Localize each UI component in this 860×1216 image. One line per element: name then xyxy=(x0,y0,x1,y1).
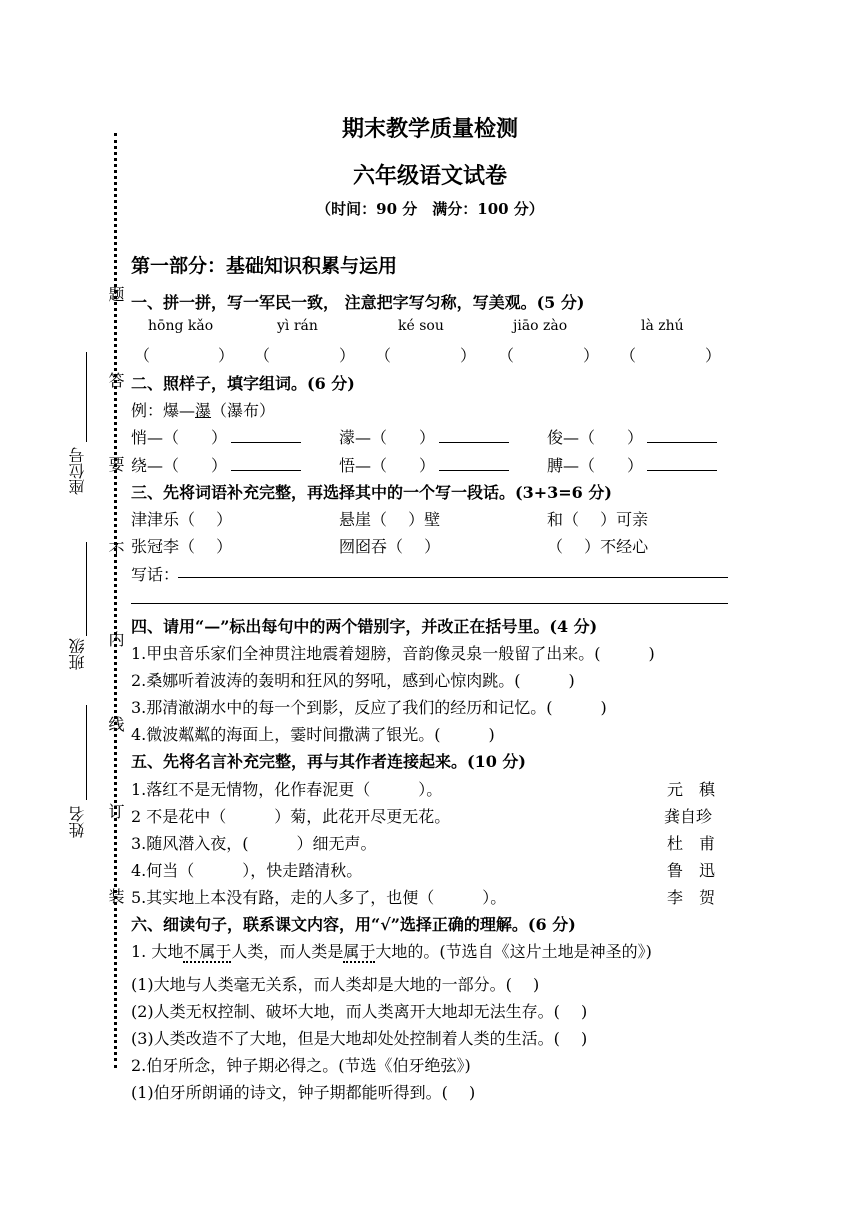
q4-item: 2.桑娜听着波涛的轰明和狂风的努吼，感到心惊肉跳。( ) xyxy=(131,671,575,690)
q3-title: 三、先将词语补充完整，再选择其中的一个写一段话。(3+3=6 分) xyxy=(131,483,612,502)
exam-subtitle: 六年级语文试卷 xyxy=(352,163,507,189)
q4-item: 3.那清澈湖水中的每一个到影，反应了我们的经历和记忆。( ) xyxy=(131,698,607,717)
q6-option: (2)人类无权控制、破坏大地，而人类离开大地却无法生存。( ) xyxy=(131,1002,588,1021)
q4-title: 四、请用“—”标出每句中的两个错别字，并改正在括号里。(4 分) xyxy=(131,617,598,636)
quote-item: 4.何当（ ），快走踏清秋。 xyxy=(131,861,363,880)
answer-box-4-close: ） xyxy=(583,346,600,365)
answer-box-3-close: ） xyxy=(460,346,477,365)
pinyin-4: jiāo zào xyxy=(513,318,568,334)
pinyin-2: yì rán xyxy=(277,318,318,334)
answer-box-5-close: ） xyxy=(705,346,722,365)
q3-idiom: 悬崖（ ）壁 xyxy=(339,510,441,529)
q2-item: 膊—（ ） xyxy=(547,453,717,476)
seat-number-label: 座位号 xyxy=(68,447,87,495)
q2-item: 绕—（ ） xyxy=(131,453,301,476)
pinyin-1: hōng kǎo xyxy=(148,318,214,334)
binding-dotted-line xyxy=(114,133,117,1068)
quote-item: 5.其实地上本没有路，走的人多了，也便（ ）。 xyxy=(131,888,507,907)
answer-box-1-close: ） xyxy=(218,346,235,365)
q2-example: 例：爆—瀑（瀑布） xyxy=(131,401,276,420)
answer-box-5-open: （ xyxy=(620,346,637,365)
author-name: 龚自珍 xyxy=(664,807,713,826)
class-label: 班级 xyxy=(68,638,87,670)
quote-item: 1.落红不是无情物，化作春泥更（ ）。 xyxy=(131,780,443,799)
q6-sentence-1: 1. 大地不属于人类，而人类是属于大地的。(节选自《这片土地是神圣的》) xyxy=(131,942,652,961)
q3-idiom: 和（ ）可亲 xyxy=(547,510,649,529)
fold-char-6: 线 xyxy=(106,716,125,732)
q6-option: (1)伯牙所朗诵的诗文，钟子期都能听得到。( ) xyxy=(131,1083,476,1102)
q6-option: (3)人类改造不了大地，但是大地却处处控制着人类的生活。( ) xyxy=(131,1029,588,1048)
author-name: 鲁 迅 xyxy=(667,861,716,880)
q6-sentence-2: 2.伯牙所念，钟子期必得之。(节选《伯牙绝弦》) xyxy=(131,1056,471,1075)
fold-char-4: 不 xyxy=(106,541,125,557)
q5-title: 五、先将名言补充完整，再与其作者连接起来。(10 分) xyxy=(131,752,526,771)
q4-item: 4.微波粼粼的海面上，霎时间撒满了银光。( ) xyxy=(131,725,495,744)
q3-idiom: 津津乐（ ） xyxy=(131,510,233,529)
q2-item: 濛—（ ） xyxy=(339,425,509,448)
author-name: 元 稹 xyxy=(667,780,716,799)
answer-box-1-open: （ xyxy=(134,346,151,365)
fold-char-8: 装 xyxy=(106,888,125,904)
write-line-1 xyxy=(178,577,728,578)
q4-item: 1.甲虫音乐家们全神贯注地震着翅膀，音韵像灵泉一般留了出来。( ) xyxy=(131,644,655,663)
pinyin-3: ké sou xyxy=(398,318,444,334)
author-name: 李 贺 xyxy=(667,888,716,907)
quote-item: 2 不是花中（ ）菊，此花开尽更无花。 xyxy=(131,807,451,826)
name-label: 姓名 xyxy=(68,806,87,838)
pinyin-5: là zhú xyxy=(641,318,684,334)
write-line-2 xyxy=(131,603,728,604)
seat-number-line xyxy=(86,352,87,442)
answer-box-2-open: （ xyxy=(254,346,271,365)
class-line xyxy=(86,542,87,636)
fold-char-2: 答 xyxy=(106,372,125,388)
answer-box-3-open: （ xyxy=(375,346,392,365)
answer-box-4-open: （ xyxy=(498,346,515,365)
fold-char-5: 内 xyxy=(106,631,125,647)
exam-title: 期末教学质量检测 xyxy=(341,116,518,142)
q2-item: 悄—（ ） xyxy=(131,425,301,448)
part1-title: 第一部分：基础知识积累与运用 xyxy=(131,255,398,277)
fold-char-1: 题 xyxy=(106,286,125,302)
author-name: 杜 甫 xyxy=(667,834,716,853)
q6-option: (1)大地与人类毫无关系，而人类却是大地的一部分。( ) xyxy=(131,975,540,994)
q2-title: 二、照样子，填字组词。(6 分) xyxy=(131,374,355,393)
answer-box-2-close: ） xyxy=(339,346,356,365)
q2-item: 悟—（ ） xyxy=(339,453,509,476)
q1-title: 一、拼一拼，写一军民一致， 注意把字写匀称，写美观。(5 分) xyxy=(131,293,585,312)
q3-idiom: （ ）不经心 xyxy=(547,537,649,556)
exam-info: （时间：90 分 满分：100 分） xyxy=(316,200,544,218)
q3-idiom: 张冠李（ ） xyxy=(131,537,233,556)
quote-item: 3.随风潜入夜，( ）细无声。 xyxy=(131,834,377,853)
q6-title: 六、细读句子，联系课文内容，用“√”选择正确的理解。(6 分) xyxy=(131,915,576,934)
write-label: 写话： xyxy=(131,565,180,584)
fold-char-3: 要 xyxy=(106,456,125,472)
fold-char-7: 订 xyxy=(106,803,125,819)
q3-idiom: 囫囵吞（ ） xyxy=(339,537,441,556)
name-line xyxy=(86,705,87,800)
q2-item: 俊—（ ） xyxy=(547,425,717,448)
